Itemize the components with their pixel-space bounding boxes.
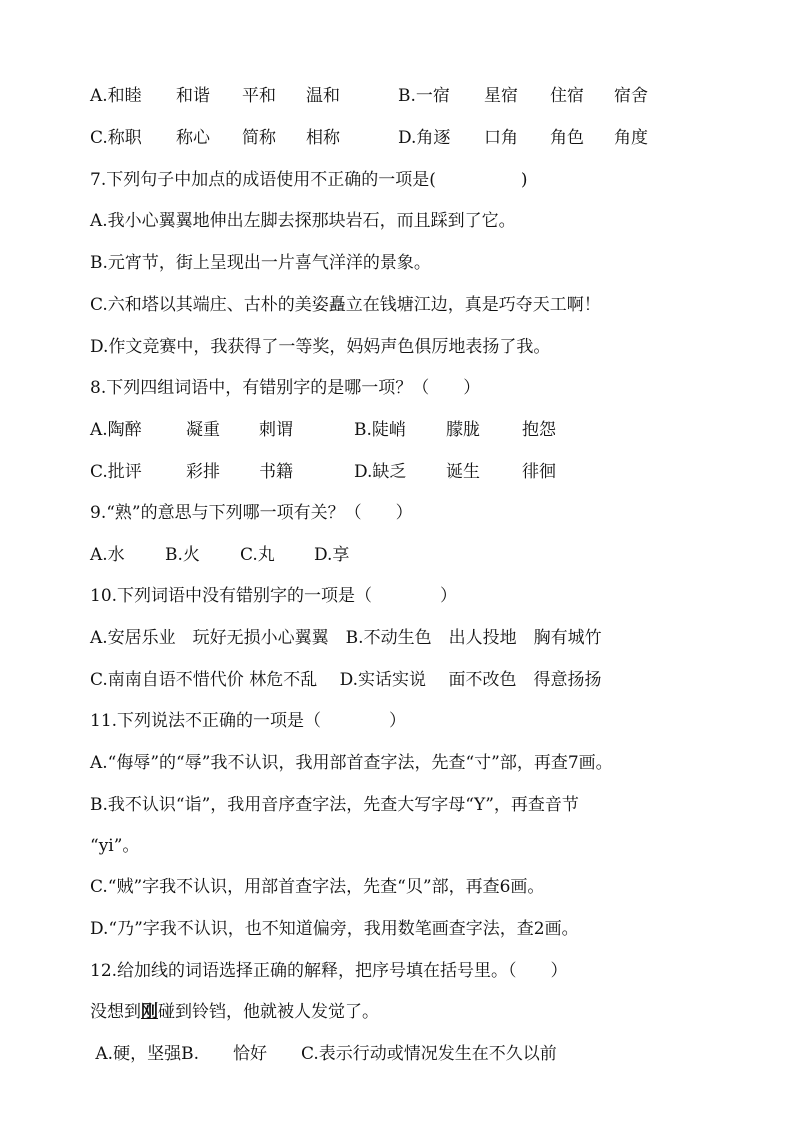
q6-option-b: B.一宿	[398, 86, 450, 106]
q10-stem: 10.下列词语中没有错别字的一项是（ ）	[90, 586, 458, 606]
q8-word: 刺谓	[259, 420, 293, 440]
q9-option-c: C.丸	[240, 545, 275, 565]
q9-option-b: B.火	[165, 545, 200, 565]
q8-word: 书籍	[259, 462, 293, 482]
q8-option-a: A.陶醉	[90, 420, 142, 440]
q7-option-c: C.六和塔以其端庄、古朴的美姿矗立在钱塘江边，真是巧夺天工啊！	[90, 295, 601, 315]
q11-option-b: B.我不认识“诣”，我用音序查字法，先查大写字母“Y”，再查音节	[90, 795, 579, 815]
q7-option-d: D.作文竞赛中，我获得了一等奖，妈妈声色俱厉地表扬了我。	[90, 337, 551, 357]
q6-option-a: A.和睦	[90, 86, 142, 106]
q7-option-b: B.元宵节，街上呈现出一片喜气洋洋的景象。	[90, 253, 431, 273]
q6-word: 星宿	[484, 86, 518, 106]
q12-sentence-post: 碰到铃铛，他就被人发觉了。	[158, 1002, 379, 1022]
q6-word: 温和	[306, 86, 340, 106]
q12-stem: 12.给加线的词语选择正确的解释，把序号填在括号里。（ ）	[90, 961, 568, 981]
q8-option-b: B.陡峭	[354, 420, 406, 440]
q8-word: 朦胧	[446, 420, 480, 440]
q10-options-line-1: A.安居乐业 玩好无损小心翼翼 B.不动生色 出人投地 胸有城竹	[90, 628, 602, 648]
q6-word: 角度	[614, 128, 648, 148]
q6-word: 称心	[176, 128, 210, 148]
q10-options-line-2: C.南南自语不惜代价 林危不乱 D.实话实说 面不改色 得意扬扬	[90, 670, 602, 690]
q8-word: 彩排	[186, 462, 220, 482]
q9-option-d: D.享	[314, 545, 350, 565]
q12-underlined-word: 刚	[141, 1002, 158, 1022]
q8-word: 凝重	[186, 420, 220, 440]
q6-word: 简称	[242, 128, 276, 148]
q8-option-d: D.缺乏	[354, 462, 407, 482]
q7-option-a: A.我小心翼翼地伸出左脚去探那块岩石，而且踩到了它。	[90, 211, 516, 231]
q8-option-c: C.批评	[90, 462, 142, 482]
q6-option-d: D.角逐	[398, 128, 451, 148]
q8-stem: 8.下列四组词语中，有错别字的是哪一项？（ ）	[90, 378, 481, 398]
q9-stem: 9.“熟”的意思与下列哪一项有关？（ ）	[90, 503, 413, 523]
q9-option-a: A.水	[90, 545, 125, 565]
q12-sentence	[90, 1002, 379, 1022]
q6-word: 宿舍	[614, 86, 648, 106]
q6-word: 平和	[242, 86, 276, 106]
q6-option-c: C.称职	[90, 128, 142, 148]
q6-word: 口角	[484, 128, 518, 148]
q6-word: 住宿	[550, 86, 584, 106]
q6-word: 相称	[306, 128, 340, 148]
q11-option-c: C.“贼”字我不认识，用部首查字法，先查“贝”部，再查6画。	[90, 877, 545, 897]
q11-stem: 11.下列说法不正确的一项是（ ）	[90, 711, 407, 731]
q8-word: 抱怨	[522, 420, 556, 440]
q7-stem: 7.下列句子中加点的成语使用不正确的一项是( )	[90, 170, 528, 190]
q8-word: 诞生	[446, 462, 480, 482]
q6-word: 和谐	[176, 86, 210, 106]
q11-option-d: D.“乃”字我不认识，也不知道偏旁，我用数笔画查字法，查2画。	[90, 919, 579, 939]
q11-option-a: A.“侮辱”的“辱”我不认识，我用部首查字法，先查“寸”部，再查7画。	[90, 753, 613, 773]
q8-word: 徘徊	[522, 462, 556, 482]
q12-options: A.硬，坚强B. 恰好 C.表示行动或情况发生在不久以前	[90, 1044, 557, 1064]
q6-word: 角色	[550, 128, 584, 148]
q11-option-b-continued: “yi”。	[90, 836, 140, 856]
q12-sentence-pre: 没想到	[90, 1002, 141, 1022]
